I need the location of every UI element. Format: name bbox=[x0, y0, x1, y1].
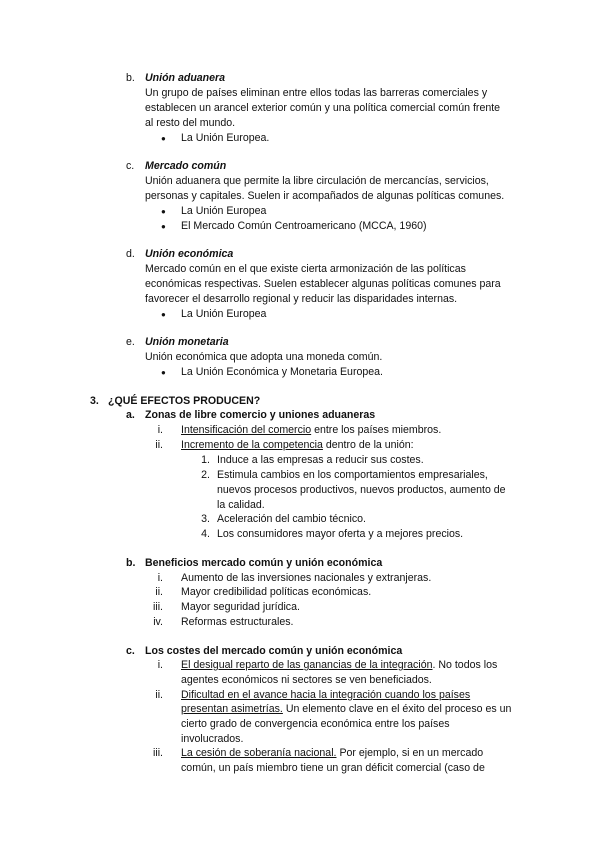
bullet-item: ● La Unión Europea bbox=[181, 204, 266, 219]
numbered-item: la calidad. bbox=[217, 499, 265, 511]
list-item: Mayor credibilidad políticas económicas. bbox=[181, 586, 372, 598]
underlined-text: Dificultad en el avance hacia la integración cuando los países bbox=[181, 689, 471, 701]
section-d-marker: d. bbox=[126, 248, 135, 260]
numbered-marker: 4. bbox=[201, 528, 210, 540]
subsection-a-marker: a. bbox=[126, 409, 135, 421]
underlined-text: Intensificación del comercio bbox=[181, 424, 312, 436]
numbered-item: Induce a las empresas a reducir sus costes. bbox=[217, 454, 424, 466]
section-d-line: económicas respectivas. Suelen establecer algunas políticas comunes para bbox=[145, 278, 501, 290]
roman-numeral: i. bbox=[157, 572, 163, 584]
numbered-item: Los consumidores mayor oferta y a mejores precios. bbox=[217, 528, 464, 540]
list-item bbox=[181, 658, 497, 673]
section-b-marker: b. bbox=[126, 72, 135, 84]
section-b-line: Un grupo de países eliminan entre ellos todas las barreras comerciales y bbox=[145, 87, 488, 99]
roman-numeral: i. bbox=[157, 659, 163, 671]
section-b-line: establecen un arancel exterior común y una política comercial común frente bbox=[145, 102, 501, 114]
list-item bbox=[181, 423, 441, 438]
list-item: Aumento de las inversiones nacionales y extranjeras. bbox=[181, 572, 432, 584]
item-text: dentro de la unión: bbox=[322, 439, 414, 451]
section-d-line: Mercado común en el que existe cierta armonización de las políticas bbox=[145, 263, 466, 275]
section-d-title: Unión económica bbox=[145, 248, 234, 260]
subsection-c-title: Los costes del mercado común y unión económica bbox=[145, 645, 403, 657]
numbered-marker: 3. bbox=[201, 513, 210, 525]
list-item-continuation: agentes económicos ni sectores se ven beneficiados. bbox=[181, 674, 432, 686]
roman-numeral: i. bbox=[157, 424, 163, 436]
section-b-title: Unión aduanera bbox=[145, 72, 226, 84]
roman-numeral: ii. bbox=[155, 689, 163, 701]
numbered-item: nuevos procesos productivos, nuevos productos, aumento de bbox=[217, 484, 506, 496]
section-c-line: Unión aduanera que permite la libre circulación de mercancías, servicios, bbox=[145, 175, 489, 187]
underlined-text: presentan asimetrías. bbox=[181, 703, 283, 715]
roman-numeral: ii. bbox=[155, 439, 163, 451]
section-c-line: personas y capitales. Suelen ir acompañados de algunas políticas comunes. bbox=[145, 190, 505, 202]
item-text: Un elemento clave en el éxito del proceso es un bbox=[282, 703, 512, 715]
section-e-title: Unión monetaria bbox=[145, 336, 229, 348]
underlined-text: Incremento de la competencia bbox=[181, 439, 323, 451]
item-text: . No todos los bbox=[432, 659, 498, 671]
list-item: Reformas estructurales. bbox=[181, 616, 294, 628]
section-e-line: Unión económica que adopta una moneda común. bbox=[145, 351, 383, 363]
list-item-continuation: común, un país miembro tiene un gran déficit comercial (caso de bbox=[181, 762, 485, 774]
list-item: Mayor seguridad jurídica. bbox=[181, 601, 300, 613]
list-item-continuation: cierto grado de convergencia económica entre los países bbox=[181, 718, 450, 730]
numbered-marker: 2. bbox=[201, 469, 210, 481]
bullet-item: ● La Unión Europea. bbox=[181, 131, 269, 146]
item-text: entre los países miembros. bbox=[311, 424, 442, 436]
section-b-line: al resto del mundo. bbox=[145, 117, 236, 129]
underlined-text: El desigual reparto de las ganancias de la integración bbox=[181, 659, 433, 671]
section-3-title: ¿QUÉ EFECTOS PRODUCEN? bbox=[108, 395, 261, 407]
bullet-item: ● La Unión Económica y Monetaria Europea. bbox=[181, 365, 383, 380]
section-c-title: Mercado común bbox=[145, 160, 227, 172]
subsection-c-marker: c. bbox=[126, 645, 135, 657]
section-e-marker: e. bbox=[126, 336, 135, 348]
numbered-item: Estimula cambios en los comportamientos empresariales, bbox=[217, 469, 488, 481]
list-item-continuation: involucrados. bbox=[181, 733, 244, 745]
bullet-item: ● La Unión Europea bbox=[181, 307, 266, 322]
subsection-b-title: Beneficios mercado común y unión económica bbox=[145, 557, 383, 569]
roman-numeral: ii. bbox=[155, 586, 163, 598]
numbered-marker: 1. bbox=[201, 454, 210, 466]
list-item-continuation bbox=[181, 702, 511, 717]
roman-numeral: iii. bbox=[152, 747, 163, 759]
roman-numeral: iii. bbox=[152, 601, 163, 613]
section-3-number: 3. bbox=[90, 395, 99, 407]
numbered-item: Aceleración del cambio técnico. bbox=[217, 513, 366, 525]
section-d-line: favorecer el desarrollo regional y reducir las disparidades internas. bbox=[145, 293, 458, 305]
subsection-b-marker: b. bbox=[126, 557, 136, 569]
subsection-a-title: Zonas de libre comercio y uniones aduaneras bbox=[145, 409, 376, 421]
bullet-item: ● El Mercado Común Centroamericano (MCCA, 1960) bbox=[181, 219, 427, 234]
underlined-text: La cesión de soberanía nacional. bbox=[181, 747, 337, 759]
list-item bbox=[181, 438, 414, 453]
section-c-marker: c. bbox=[126, 160, 135, 172]
roman-numeral: iv. bbox=[153, 616, 163, 628]
item-text: Por ejemplo, si en un mercado bbox=[336, 747, 484, 759]
list-item bbox=[181, 746, 483, 761]
